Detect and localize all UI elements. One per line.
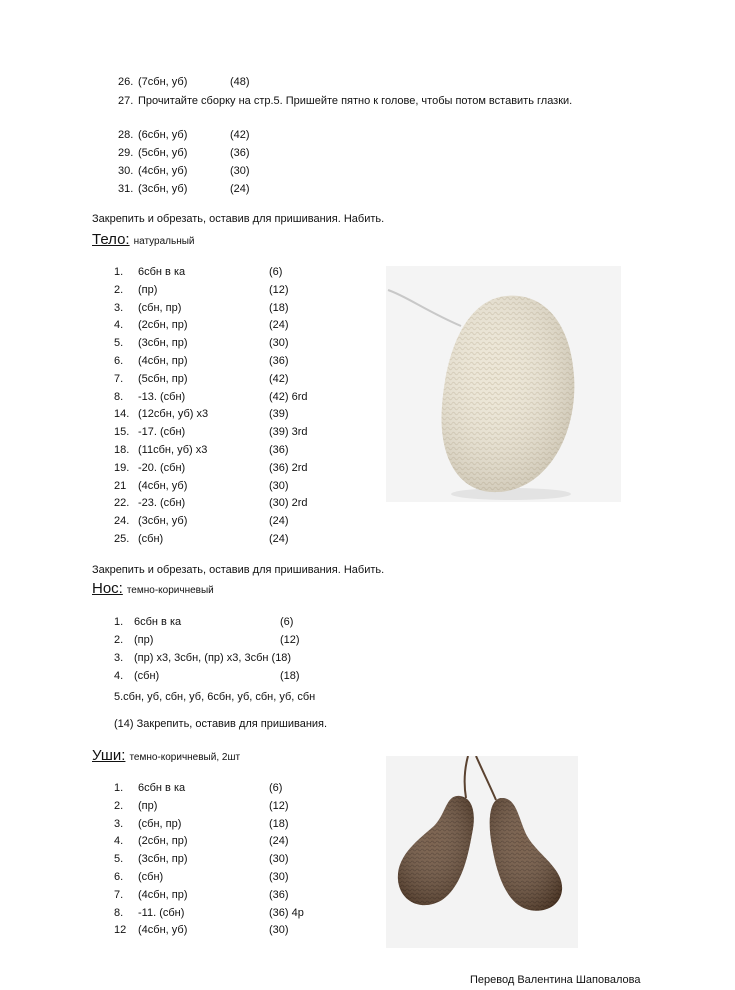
ears-row-number: 6.: [114, 871, 124, 883]
body-row-number: 22.: [114, 497, 130, 510]
body-row-stitches: (3сбн, пр): [138, 337, 188, 350]
top-row-number: 29.: [118, 147, 134, 159]
body-row-count: (24): [269, 515, 289, 528]
ears-row-number: 7.: [114, 888, 124, 901]
body-row-stitches: (3сбн, уб): [138, 515, 188, 528]
body-row-stitches: (11сбн, уб) x3: [138, 444, 208, 456]
body-row-stitches: -13. (сбн): [138, 390, 186, 403]
nose-row-stitches: 6сбн в ка: [134, 616, 182, 628]
body-row-count: (42) 6rd: [269, 390, 308, 403]
body-row-number: 3.: [114, 301, 124, 314]
body-row-count: (18): [269, 301, 289, 314]
body-row-count: (36) 2rd: [269, 461, 308, 474]
ears-photo: [386, 756, 578, 948]
nose-section-subtitle: темно-коричневый: [126, 585, 214, 596]
translation-credit: Перевод Валентина Шаповалова: [470, 974, 641, 986]
crochet-egg-body-photo-icon: [386, 266, 621, 502]
body-row-count: (30): [269, 479, 289, 492]
body-row-count: (39) 3rd: [269, 426, 308, 439]
ears-row-count: (30): [269, 871, 289, 883]
top-row-number: 30.: [118, 165, 134, 177]
body-row-count: (30) 2rd: [269, 497, 308, 510]
ears-row-count: (30): [269, 853, 289, 866]
ears-row-stitches: (4сбн, уб): [138, 924, 188, 937]
top-row-number: 28.: [118, 129, 134, 141]
nose-row-5: 5.сбн, уб, сбн, уб, 6сбн, уб, сбн, уб, сбн: [114, 691, 316, 703]
nose-row-number: 4.: [114, 670, 124, 682]
nose-row: [114, 669, 674, 683]
nose-row-number: 3.: [114, 652, 124, 664]
nose-row: [114, 651, 674, 665]
body-row-count: (36): [269, 444, 289, 456]
note-fasten-body: Закрепить и обрезать, оставив для пришивания. Набить.: [92, 564, 385, 576]
ears-row-number: 8.: [114, 906, 124, 919]
top-row-stitches: (3сбн, уб): [138, 183, 188, 195]
ears-row-stitches: -11. (сбн): [138, 906, 185, 919]
nose-row-count: (12): [280, 634, 300, 646]
body-row-number: 14.: [114, 408, 130, 421]
body-row: [114, 532, 674, 546]
ears-row-count: (30): [269, 924, 289, 937]
ears-row-count: (36): [269, 888, 289, 901]
top-row-number: 26.: [118, 76, 134, 88]
ears-row-stitches: (4сбн, пр): [138, 888, 188, 901]
body-row-stitches: 6сбн в ка: [138, 266, 186, 278]
ears-row-count: (18): [269, 817, 289, 830]
crochet-ears-photo-icon: [386, 756, 578, 948]
ears-row-number: 3.: [114, 817, 124, 830]
ears-row-number: 4.: [114, 835, 124, 848]
nose-row-stitches: (сбн): [134, 670, 160, 682]
body-row-number: 24.: [114, 515, 130, 528]
body-row-count: (24): [269, 319, 289, 332]
body-row-count: (12): [269, 283, 289, 296]
top-row-stitches: (6сбн, уб): [138, 129, 188, 141]
nose-row-stitches: (пр): [134, 634, 154, 646]
top-row-count: (24): [230, 183, 250, 195]
top-row-stitches: Прочитайте сборку на стр.5. Пришейте пятно к голове, чтобы потом вставить глазки.: [138, 95, 573, 107]
ears-row-number: 5.: [114, 853, 124, 866]
top-row: [118, 94, 678, 108]
body-section-subtitle: натуральный: [133, 236, 195, 247]
nose-row-count: (18): [280, 670, 300, 682]
body-row-number: 15.: [114, 426, 130, 439]
body-row-number: 1.: [114, 266, 124, 278]
top-row-count: (42): [230, 129, 250, 141]
ears-row-stitches: (2сбн, пр): [138, 835, 188, 848]
note-fasten-head: Закрепить и обрезать, оставив для пришивания. Набить.: [92, 213, 385, 225]
nose-row-stitches: (пр) x3, 3сбн, (пр) x3, 3сбн (18): [134, 652, 292, 664]
body-row-count: (39): [269, 408, 289, 421]
body-row-number: 21: [114, 479, 127, 492]
ears-section-heading: [92, 747, 240, 767]
top-row: [118, 164, 678, 178]
body-row-number: 8.: [114, 390, 124, 403]
nose-row-number: 1.: [114, 616, 124, 628]
body-row-stitches: (12сбн, уб) x3: [138, 408, 209, 421]
ears-section-subtitle: темно-коричневый, 2шт: [129, 752, 241, 763]
body-row-number: 19.: [114, 461, 130, 474]
nose-row: [114, 633, 674, 647]
body-row-number: 25.: [114, 533, 130, 545]
body-row-count: (30): [269, 337, 289, 350]
ears-row-stitches: (сбн, пр): [138, 817, 182, 830]
body-row-count: (6): [269, 266, 283, 278]
body-row-stitches: (4сбн, пр): [138, 355, 188, 367]
ears-row-number: 2.: [114, 799, 124, 812]
top-row: [118, 146, 678, 160]
ears-row-number: 1.: [114, 782, 124, 794]
ears-row-count: (36) 4р: [269, 906, 304, 919]
body-row-stitches: -23. (сбн): [138, 497, 186, 510]
top-row: [118, 128, 678, 142]
top-row: [118, 182, 678, 196]
body-row-number: 5.: [114, 337, 124, 350]
body-row-count: (42): [269, 372, 289, 385]
body-section-heading: [92, 231, 195, 251]
body-row-stitches: (сбн, пр): [138, 301, 182, 314]
nose-section-heading: [92, 580, 214, 600]
body-row-stitches: (4сбн, уб): [138, 479, 188, 492]
nose-section-title: Нос:: [92, 580, 123, 597]
body-row-number: 6.: [114, 355, 124, 367]
body-row-number: 2.: [114, 283, 124, 296]
nose-row: [114, 615, 674, 629]
ears-row-count: (6): [269, 782, 283, 794]
top-row-count: (30): [230, 165, 250, 177]
body-row-count: (24): [269, 533, 289, 545]
top-row-number: 31.: [118, 183, 134, 195]
top-row-count: (36): [230, 147, 250, 159]
ears-row-count: (12): [269, 799, 289, 812]
top-row-stitches: (5сбн, уб): [138, 147, 188, 159]
body-row-stitches: (5сбн, пр): [138, 372, 188, 385]
body-row-stitches: (2сбн, пр): [138, 319, 188, 332]
ears-row-stitches: 6сбн в ка: [138, 782, 186, 794]
top-row-stitches: (7сбн, уб): [138, 76, 188, 88]
ears-row-stitches: (сбн): [138, 871, 164, 883]
body-section-title: Тело:: [92, 231, 130, 248]
body-row-number: 4.: [114, 319, 124, 332]
body-photo: [386, 266, 621, 502]
body-row-stitches: (сбн): [138, 533, 164, 545]
body-row: [114, 514, 674, 528]
top-row: [118, 75, 678, 89]
top-row-stitches: (4сбн, уб): [138, 165, 188, 177]
nose-row-number: 2.: [114, 634, 124, 646]
ears-row-stitches: (пр): [138, 799, 158, 812]
ears-row-number: 12: [114, 924, 127, 937]
ears-row-stitches: (3сбн, пр): [138, 853, 188, 866]
body-row-count: (36): [269, 355, 289, 367]
nose-row-6: (14) Закрепить, оставив для пришивания.: [114, 718, 328, 730]
ears-section-title: Уши:: [92, 747, 126, 764]
body-row-stitches: -20. (сбн): [138, 461, 186, 474]
body-row-stitches: -17. (сбн): [138, 426, 186, 439]
body-row-number: 18.: [114, 444, 130, 456]
nose-row-count: (6): [280, 616, 294, 628]
body-row-stitches: (пр): [138, 283, 158, 296]
ears-row-count: (24): [269, 835, 289, 848]
top-row-count: (48): [230, 76, 250, 88]
body-row-number: 7.: [114, 372, 124, 385]
top-row-number: 27.: [118, 95, 134, 107]
